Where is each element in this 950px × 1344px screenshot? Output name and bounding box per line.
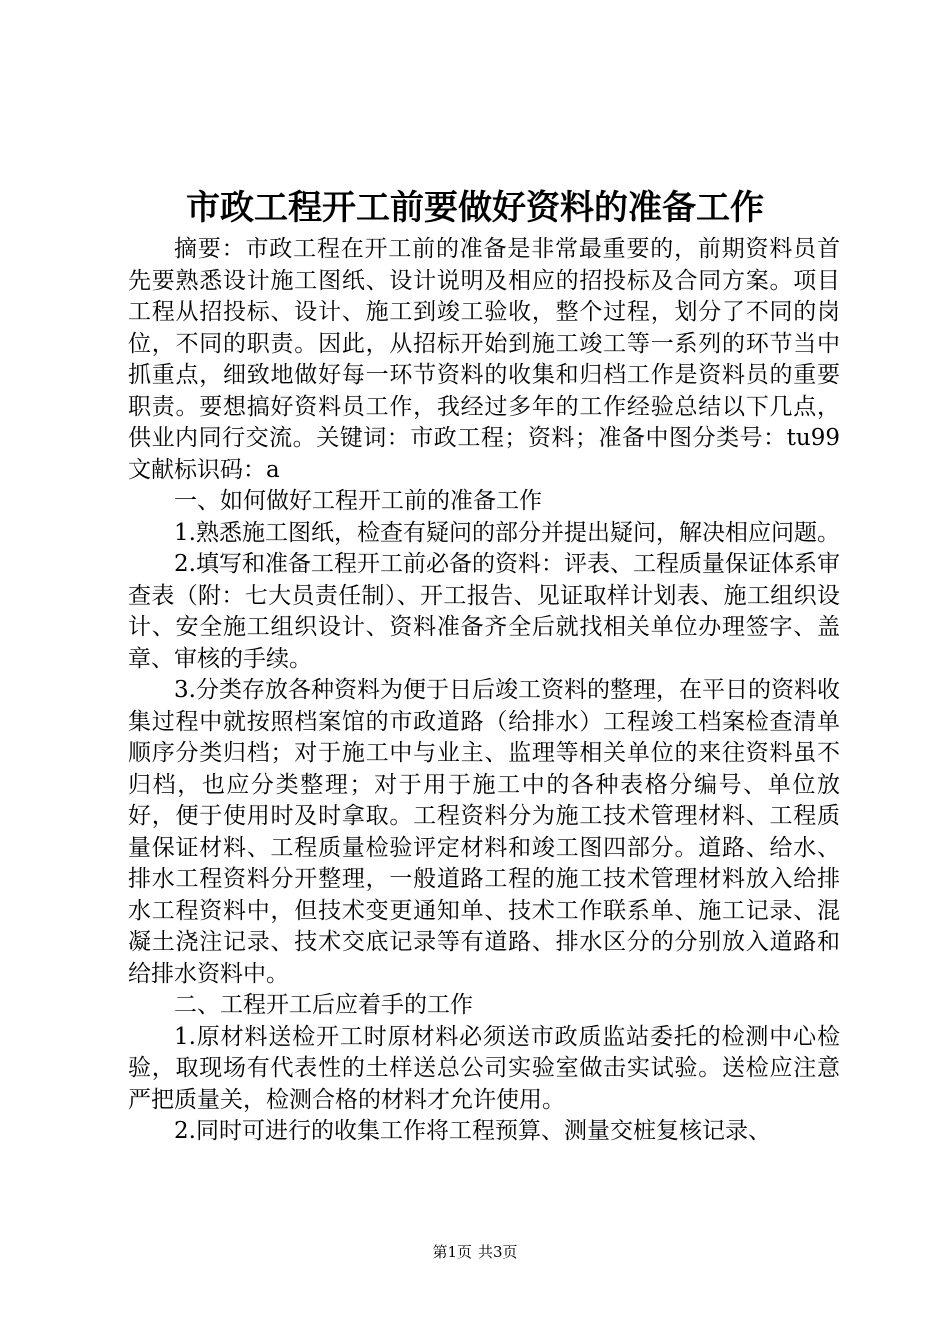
body-paragraph: 1.熟悉施工图纸，检查有疑问的部分并提出疑问，解决相应问题。 [174,519,840,546]
abstract-paragraph: 摘要：市政工程在开工前的准备是非常最重要的，前期资料员首先要熟悉设计施工图纸、设计说明及相应的招投标及合同方案。项目工程从招投标、设计、施工到竣工验收，整个过程，划分了不同的岗位，不同的职责。因此，从招标开始到施工竣工等一系列的环节当中抓重点，细致地做好每一环节资料的收集和归档工作是资料员的重要职责。要想搞好资料员工作，我经过多年的工作经验总结以下几点，供业内同行交流。关键词：市政工程；资料；准备中图分类号：tu99 文献标识码：a [128,236,840,483]
page-total: 共3页 [478,1243,518,1261]
page-number: 第1页 [432,1243,472,1261]
section-heading-2: 二、工程开工后应着手的工作 [174,992,473,1018]
body-paragraph: 3.分类存放各种资料为便于日后竣工资料的整理，在平日的资料收集过程中就按照档案馆的市政道路（给排水）工程竣工档案检查清单顺序分类归档；对于施工中与业主、监理等相关单位的来往资料虽不归档，也应分类整理；对于用于施工中的各种表格分编号、单位放好，便于使用时及时拿取。工程资料分为施工技术管理材料、工程质量保证材料、工程质量检验评定材料和竣工图四部分。道路、给水、排水工程资料分开整理，一般道路工程的施工技术管理材料放入给排水工程资料中，但技术变更通知单、技术工作联系单、施工记录、混凝土浇注记录、技术交底记录等有道路、排水区分的分别放入道路和给排水资料中。 [128,677,840,987]
document-body [128,234,840,1148]
body-paragraph: 2.填写和准备工程开工前必备的资料：评表、工程质量保证体系审查表（附：七大员责任制）、开工报告、见证取样计划表、施工组织设计、安全施工组织设计、资料准备齐全后就找相关单位办理签字、盖章、审核的手续。 [128,551,840,672]
body-paragraph: 1.原材料送检开工时原材料必须送市政质监站委托的检测中心检验，取现场有代表性的土样送总公司实验室做击实试验。送检应注意严把质量关，检测合格的材料才允许使用。 [128,1023,840,1113]
body-paragraph: 2.同时可进行的收集工作将工程预算、测量交桩复核记录、 [174,1118,771,1144]
page-footer [0,1242,950,1262]
document-title: 市政工程开工前要做好资料的准备工作 [186,188,764,228]
section-heading-1: 一、如何做好工程开工前的准备工作 [174,488,542,514]
